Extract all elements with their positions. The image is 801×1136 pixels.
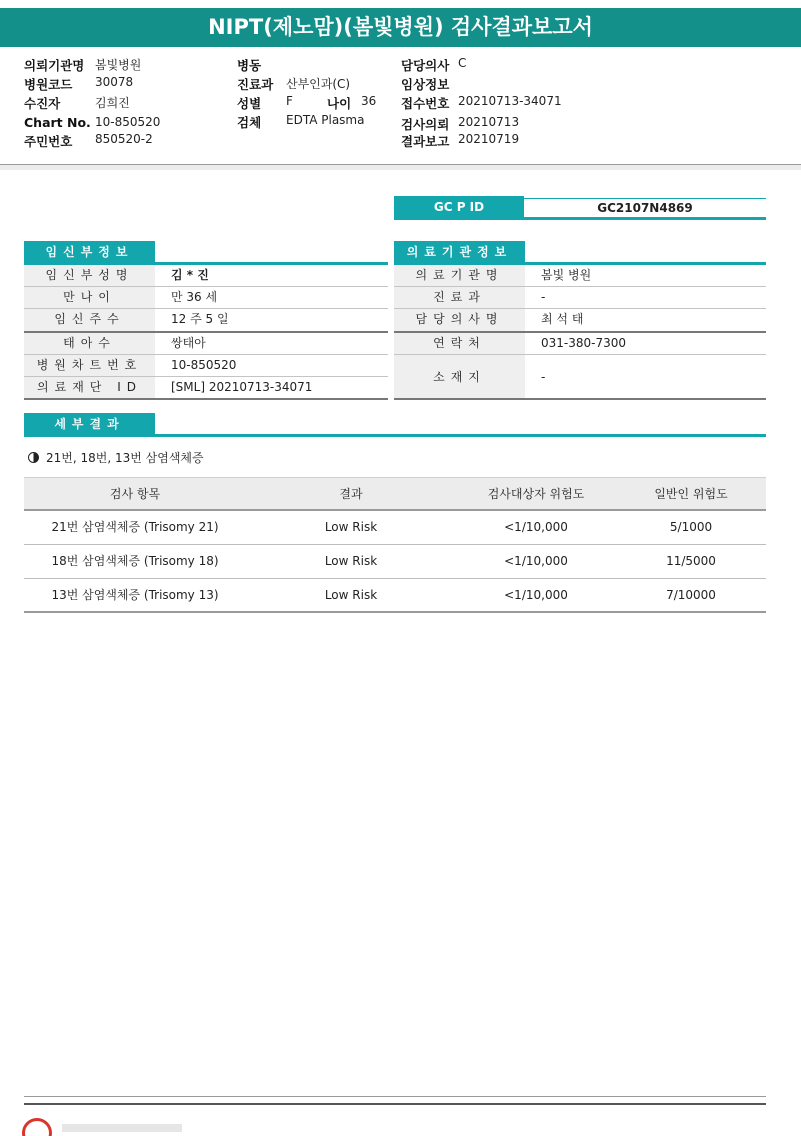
header-value-request-date: 20210713 xyxy=(458,115,520,129)
results-table xyxy=(24,477,766,613)
pregnant-row-weeks xyxy=(24,309,388,333)
pregnant-value: 12 주 5 일 xyxy=(171,312,229,326)
institution-key: 진료과 xyxy=(394,287,525,308)
footer-divider-thin xyxy=(24,1096,766,1097)
header-label-institution: 의뢰기관명 xyxy=(24,58,85,73)
detail-underline xyxy=(24,434,766,437)
header-value-report-date: 20210719 xyxy=(458,132,520,146)
institution-key: 연락처 xyxy=(394,333,525,354)
col-header-subject-risk: 검사대상자 위험도 xyxy=(487,487,585,501)
header-value-dept: 산부인과(C) xyxy=(286,77,351,91)
pregnant-key: 임신주수 xyxy=(24,309,155,331)
table-row xyxy=(24,545,766,579)
cell-result: Low Risk xyxy=(324,588,378,602)
cell-item: 13번 삼염색체증 (Trisomy 13) xyxy=(51,588,219,602)
pregnant-row-name xyxy=(24,265,388,287)
header-value-specimen: EDTA Plasma xyxy=(286,113,365,127)
institution-info-title: 의료기관정보 xyxy=(394,241,525,264)
institution-value: 031-380-7300 xyxy=(541,336,627,350)
gcpid-label: GC P ID xyxy=(394,196,524,219)
pregnant-value: 10-850520 xyxy=(171,358,237,372)
col-header-general-risk: 일반인 위험도 xyxy=(654,487,728,501)
pregnant-info-title: 임신부정보 xyxy=(24,241,155,264)
cell-subject-risk: <1/10,000 xyxy=(504,554,568,568)
header-label-hospital-code: 병원코드 xyxy=(24,77,73,92)
pregnant-value: [SML] 20210713-34071 xyxy=(171,380,313,394)
col-header-item: 검사 항목 xyxy=(109,487,161,501)
header-label-doctor: 담당의사 xyxy=(401,58,450,73)
header-value-patient: 김희진 xyxy=(95,96,130,110)
institution-value: 봄빛 병원 xyxy=(541,268,592,282)
cell-item: 18번 삼염색체증 (Trisomy 18) xyxy=(51,554,219,568)
gcpid-value: GC2107N4869 xyxy=(524,198,766,217)
header-value-resident-no: 850520-2 xyxy=(95,132,153,146)
header-label-report-date: 결과보고 xyxy=(401,134,450,149)
institution-row-address xyxy=(394,355,766,400)
header-label-specimen: 검체 xyxy=(237,115,262,130)
pregnant-key: 만나이 xyxy=(24,287,155,308)
pregnant-row-chart xyxy=(24,355,388,377)
header-label-age: 나이 xyxy=(327,96,352,111)
cell-result: Low Risk xyxy=(324,520,378,534)
institution-value: - xyxy=(541,290,546,304)
detail-title: 세부결과 xyxy=(24,413,155,436)
detail-subtitle-row xyxy=(28,449,204,466)
cell-subject-risk: <1/10,000 xyxy=(504,588,568,602)
table-row xyxy=(24,579,766,613)
half-circle-icon xyxy=(28,452,39,463)
pregnant-value: 만 36 세 xyxy=(171,290,218,304)
cell-result: Low Risk xyxy=(324,554,378,568)
header-label-receipt-no: 접수번호 xyxy=(401,96,450,111)
header-label-clinical-info: 임상정보 xyxy=(401,77,450,92)
detail-subtitle: 21번, 18번, 13번 삼염색체증 xyxy=(46,451,204,465)
institution-row-name xyxy=(394,265,766,287)
results-header-row xyxy=(24,477,766,511)
institution-value: - xyxy=(541,370,546,384)
institution-key: 의료기관명 xyxy=(394,265,525,286)
institution-row-dept xyxy=(394,287,766,309)
header-value-receipt-no: 20210713-34071 xyxy=(458,94,562,108)
header-value-institution: 봄빛병원 xyxy=(95,58,142,72)
header-value-age: 36 xyxy=(361,94,377,108)
institution-row-doctor xyxy=(394,309,766,333)
header-label-request-date: 검사의뢰 xyxy=(401,117,450,132)
institution-row-contact xyxy=(394,333,766,355)
pregnant-row-foundation-id xyxy=(24,377,388,400)
header-value-sex: F xyxy=(286,94,293,108)
pregnant-key: 의료재단 ID xyxy=(24,377,155,398)
header-value-hospital-code: 30078 xyxy=(95,75,134,89)
header-value-chart-no: 10-850520 xyxy=(95,115,161,129)
header-label-sex: 성별 xyxy=(237,96,262,111)
pregnant-key: 태아수 xyxy=(24,333,155,354)
institution-value: 최 석 태 xyxy=(541,312,584,326)
cell-general-risk: 11/5000 xyxy=(666,554,716,568)
header-label-patient: 수진자 xyxy=(24,96,61,111)
pregnant-row-age xyxy=(24,287,388,309)
pregnant-row-fetus xyxy=(24,333,388,355)
col-header-result: 결과 xyxy=(339,487,363,501)
header-label-ward: 병동 xyxy=(237,58,262,73)
header-value-doctor: C xyxy=(458,56,467,70)
institution-key: 담당의사명 xyxy=(394,309,525,331)
pregnant-value: 쌍태아 xyxy=(171,336,206,350)
institution-key: 소재지 xyxy=(394,355,525,398)
cell-general-risk: 5/1000 xyxy=(669,520,713,534)
gcpid-underline xyxy=(394,217,766,220)
header-label-resident-no: 주민번호 xyxy=(24,134,73,149)
header-band xyxy=(0,165,801,170)
pregnant-key: 임신부성명 xyxy=(24,265,155,286)
cell-general-risk: 7/10000 xyxy=(666,588,716,602)
pregnant-key: 병원차트번호 xyxy=(24,355,155,376)
pregnant-value: 김 * 진 xyxy=(171,268,209,282)
cell-item: 21번 삼염색체증 (Trisomy 21) xyxy=(51,520,219,534)
header-label-dept: 진료과 xyxy=(237,77,274,92)
table-row xyxy=(24,511,766,545)
footer-divider-thick xyxy=(24,1103,766,1105)
cell-subject-risk: <1/10,000 xyxy=(504,520,568,534)
footer-faded-text xyxy=(62,1124,182,1132)
report-title: NIPT(제노맘)(봄빛병원) 검사결과보고서 xyxy=(0,8,801,47)
logo-icon xyxy=(22,1118,52,1136)
header-label-chart-no: Chart No. xyxy=(24,115,91,130)
report-header xyxy=(0,55,801,165)
